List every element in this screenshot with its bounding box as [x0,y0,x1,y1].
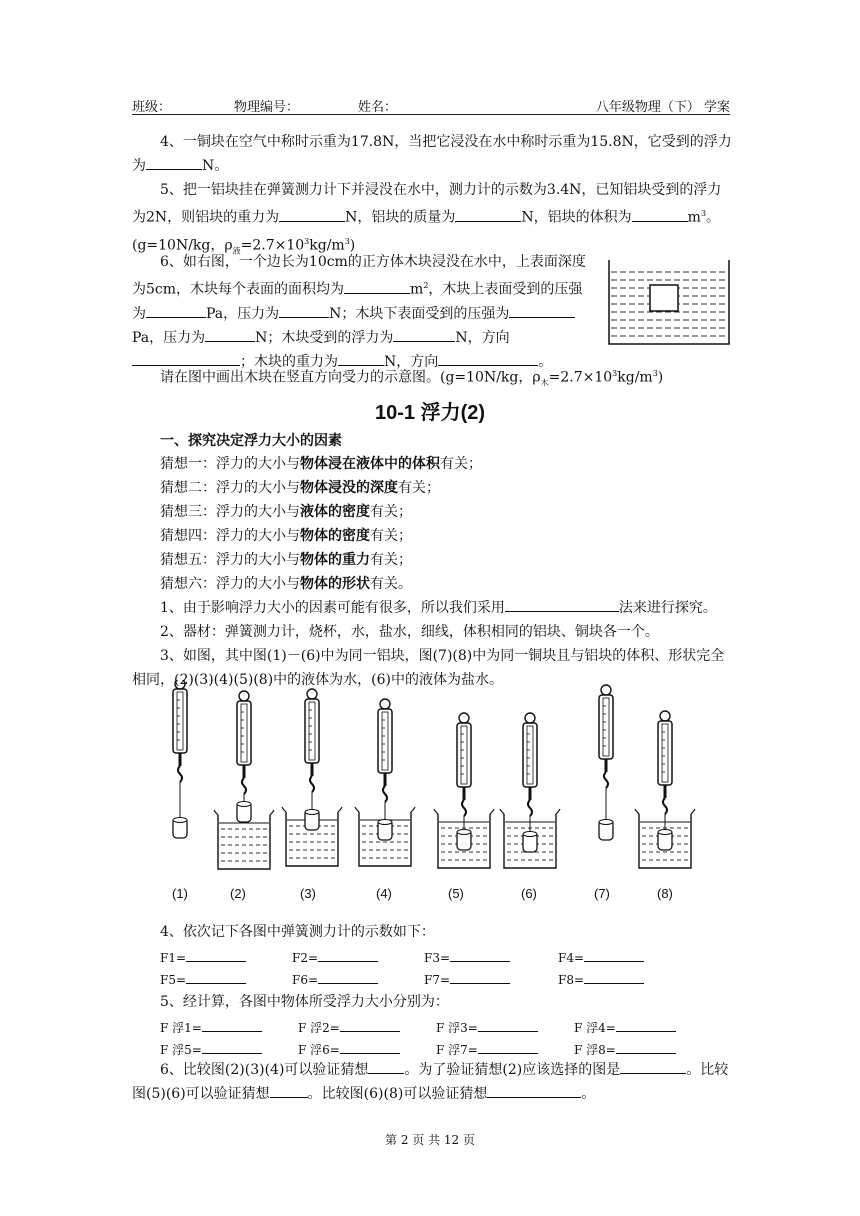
header-name: 姓名： [358,100,398,115]
figure-label: (2) [230,886,246,901]
setup-4 [355,699,415,866]
answer-blank[interactable] [478,1018,538,1032]
guess-list [160,452,740,596]
buoyancy-row: F 浮5= F 浮6= F 浮7= F 浮8= [132,1040,732,1060]
figure-label: (4) [376,886,392,901]
answer-blank[interactable] [450,948,510,962]
figure-label: (6) [521,886,537,901]
answer-blank[interactable] [393,326,455,342]
setup-3 [282,689,342,866]
guess-item: 猜想六：浮力的大小与物体的形状有关。 [160,576,412,592]
item-2: 2、器材：弹簧测力计，烧杯，水，盐水，细线，体积相同的铝块、铜块各一个。 [160,624,659,640]
answer-blank[interactable] [318,948,378,962]
answer-blank[interactable] [478,1040,538,1054]
reading-row: F5= F6= F7= F8= [132,970,732,990]
answer-blank[interactable] [202,1040,262,1054]
answer-blank[interactable] [279,302,329,318]
setup-8 [635,711,695,868]
item-4: 4、依次记下各图中弹簧测力计的示数如下： [160,924,435,940]
guess-item: 猜想一：浮力的大小与物体浸在液体中的体积有关； [160,456,482,472]
reading-row: F1= F2= F3= F4= [132,948,732,968]
answer-blank[interactable] [450,970,510,984]
setup-7 [599,685,613,840]
answer-blank[interactable] [632,206,688,222]
item-6: 6、比较图(2)(3)(4)可以验证猜想 。为了验证猜想(2)应该选择的图是 。比较图(5)(6)可以验证猜想 。比较图(6)(8)可以验证猜想 。 [132,1058,732,1106]
answer-blank[interactable] [584,970,644,984]
answer-blank[interactable] [509,302,575,318]
draw-instruction: 请在图中画出木块在竖直方向受力的示意图。(g=10N/kg，$\rho_木=2.7\times 10^3kg/m^3$) [160,369,664,388]
answer-blank[interactable] [455,206,521,222]
answer-blank[interactable] [205,326,255,342]
section-heading: 一、探究决定浮力大小的因素 [160,432,342,448]
guess-item: 猜想三：浮力的大小与液体的密度有关； [160,504,412,520]
answer-blank[interactable] [620,1058,686,1074]
figure-label: (3) [300,886,316,901]
answer-blank[interactable] [186,948,246,962]
guess-item: 猜想二：浮力的大小与物体浸没的深度有关； [160,480,440,496]
answer-blank[interactable] [146,154,202,170]
answer-blank[interactable] [270,1082,308,1098]
answer-blank[interactable] [487,1082,581,1098]
answer-blank[interactable] [146,302,206,318]
answer-blank[interactable] [584,948,644,962]
question-5: 5、把一铝块挂在弹簧测力计下并浸没在水中，测力计的示数为3.4N，已知铝块受到的浮力为2N，则铝块的重力为 N，铝块的质量为 N，铝块的体积为 $m^3$。(g=10N/kg，$\rho_液=2.7\times 10^3kg/m^3$) [132,182,722,256]
guess-item: 猜想五：浮力的大小与物体的重力有关； [160,552,412,568]
answer-blank[interactable] [186,970,246,984]
guess-item: 猜想四：浮力的大小与物体的密度有关； [160,528,412,544]
wood-block [650,285,678,311]
answer-blank[interactable] [616,1040,676,1054]
figure-label: (8) [657,886,673,901]
question-6: 6、如右图，一个边长为10cm的正方体木块浸没在水中，上表面深度为5cm，木块每个表面的面积均为 $m^2$，木块上表面受到的压强为 Pa，压力为 N；木块下表面受到的压强为Pa，压力为 N；木块受到的浮力为 N，方向；木块的重力为 N，方向 。 [132,254,586,370]
answer-blank[interactable] [368,1058,404,1074]
spring-scale-figure [150,680,710,880]
setup-1 [173,680,187,838]
buoyancy-row: F 浮1= F 浮2= F 浮3= F 浮4= [132,1018,732,1038]
question-4: 4、一铜块在空气中称时示重为17.8N，当把它浸没在水中称时示重为15.8N，它受到的浮力为 N。 [132,134,732,174]
setup-2 [214,691,274,869]
answer-blank[interactable] [318,970,378,984]
answer-blank[interactable] [340,1040,400,1054]
answer-blank[interactable] [616,1018,676,1032]
page-footer: 第 2 页 共 12 页 [385,1133,475,1147]
answer-blank[interactable] [340,1018,400,1032]
answer-blank[interactable] [505,596,619,612]
figure-label: (1) [172,886,188,901]
header-class: 班级： [132,100,172,115]
answer-blank[interactable] [279,206,345,222]
header-code: 物理编号： [234,100,300,115]
setup-5 [434,713,494,868]
beaker-block-figure[interactable] [608,258,730,346]
answer-blank[interactable] [344,278,410,294]
figure-label: (7) [594,886,610,901]
setup-6 [500,713,560,868]
answer-blank[interactable] [202,1018,262,1032]
item-3: 3、如图，其中图(1)－(6)中为同一铝块，图(7)(8)中为同一铜块且与铝块的体积、形状完全相同，(2)(3)(4)(5)(8)中的液体为水，(6)中的液体为盐水。 [132,648,725,688]
item-5: 5、经计算，各图中物体所受浮力大小分别为： [160,994,449,1010]
item-1: 1、由于影响浮力大小的因素可能有很多，所以我们采用 法来进行探究。 [160,596,740,620]
page-header [132,94,730,115]
header-course: 八年级物理（下） 学案 [595,100,730,115]
figure-label: (5) [448,886,464,901]
lesson-title: 10-1 浮力(2) [374,402,486,424]
